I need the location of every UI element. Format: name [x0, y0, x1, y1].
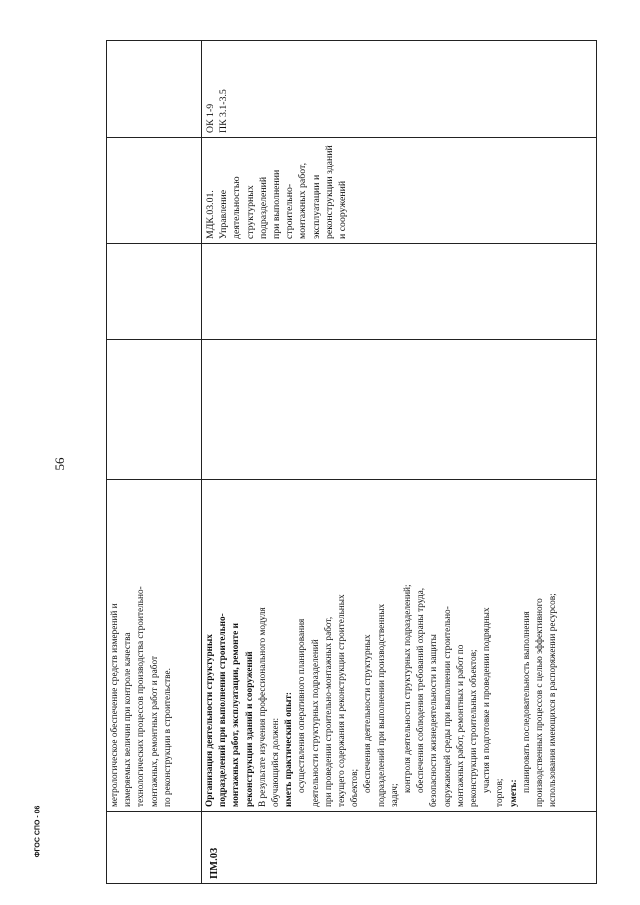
practice-heading: иметь практический опыт:: [284, 691, 295, 807]
practice-line: участия в подготовке и проведении подрядных: [482, 607, 493, 793]
mdk-line: структурных: [244, 185, 256, 239]
cell-prev-empty-2: [107, 244, 202, 340]
competency-line: ПК 3.1-3.5: [218, 89, 230, 133]
intro-line: обучающийся должен:: [271, 717, 282, 807]
module-code: ПМ.03: [209, 847, 220, 879]
cell-prev-description: [107, 480, 202, 812]
practice-line: задач;: [389, 783, 400, 807]
practice-line: подразделений при выполнении производственных: [376, 603, 387, 807]
mdk-line: и сооружений: [337, 180, 349, 239]
practice-line: окружающей среды при выполнении строительно-: [442, 606, 453, 807]
practice-line: деятельности структурных подразделений: [310, 639, 321, 807]
cell-pm-mdk: [202, 138, 597, 244]
text-line: метрологическое обеспечение средств измерений и: [110, 603, 120, 807]
practice-line: монтажных работ, ремонтных и работ по: [455, 644, 466, 807]
cell-pm-hours-1: [202, 340, 597, 480]
cell-pm-code: [202, 812, 597, 884]
prev-description-lines: [109, 484, 175, 807]
module-title-line: Организация деятельности структурных: [205, 634, 215, 807]
text-line: по реконструкции в строительстве.: [162, 668, 173, 807]
practice-line: текущего содержания и реконструкции строительных: [337, 594, 348, 807]
mdk-line: Управление: [218, 189, 230, 239]
cell-prev-empty-4: [107, 41, 202, 138]
cell-pm-hours-2: [202, 244, 597, 340]
module-title-line: подразделений при выполнении строительно-: [218, 613, 229, 807]
table-row-pm03: [202, 41, 597, 884]
mdk-line: при выполнении: [271, 169, 283, 239]
practice-line: торгов;: [495, 778, 506, 807]
module-title-line: монтажных работ, эксплуатации, ремонте и: [231, 623, 242, 807]
table-row-previous: [107, 41, 202, 884]
cell-pm-description: [202, 480, 597, 812]
competency-line: ОК 1-9: [205, 103, 216, 133]
text-line: монтажных, ремонтных работ и работ: [149, 655, 160, 807]
page-number: 56: [52, 457, 67, 471]
practice-line: обеспечения соблюдения требований охраны труда,: [416, 587, 427, 793]
footer-code: ФГОС СПО - 06: [34, 805, 42, 858]
skills-heading: уметь:: [508, 779, 519, 807]
mdk-line: монтажных работ,: [297, 162, 309, 239]
mdk-line: подразделений: [257, 176, 269, 239]
practice-line: при проведении строительно-монтажных работ,: [323, 616, 334, 807]
practice-line: объектов;: [350, 768, 361, 807]
mdk-line: МДК.03.01.: [205, 190, 216, 239]
text-line: технологических процессов производства строительно-: [136, 586, 147, 807]
mdk-line: деятельностью: [231, 176, 243, 239]
practice-line: контроля деятельности структурных подразделений;: [403, 584, 414, 793]
cell-pm-competencies: [202, 41, 597, 138]
intro-line: В результате изучения профессионального модуля: [257, 607, 268, 807]
skills-line: производственных процессов с целью эффективного: [535, 598, 546, 807]
curriculum-table: [106, 40, 597, 884]
cell-prev-empty-1: [107, 340, 202, 480]
mdk-line: реконструкции зданий: [323, 145, 335, 239]
mdk-line: эксплуатации и: [310, 174, 322, 239]
practice-line: осуществления оперативного планирования: [297, 618, 308, 793]
practice-line: обеспечения деятельности структурных: [363, 634, 374, 793]
module-title-line: реконструкции зданий и сооружений: [244, 651, 255, 807]
practice-line: безопасности жизнедеятельности и защиты: [429, 634, 440, 807]
rotated-table-container: [106, 41, 586, 884]
mdk-line: строительно-: [284, 183, 296, 239]
cell-prev-empty-3: [107, 138, 202, 244]
cell-prev-code: [107, 812, 202, 884]
skills-line: планировать последовательность выполнения: [521, 611, 532, 793]
text-line: измеряемых величин при контроле качества: [123, 632, 134, 807]
practice-line: реконструкции строительных объектов;: [469, 649, 480, 807]
skills-line: использования имеющихся в распоряжении ресурсов;: [548, 593, 559, 807]
